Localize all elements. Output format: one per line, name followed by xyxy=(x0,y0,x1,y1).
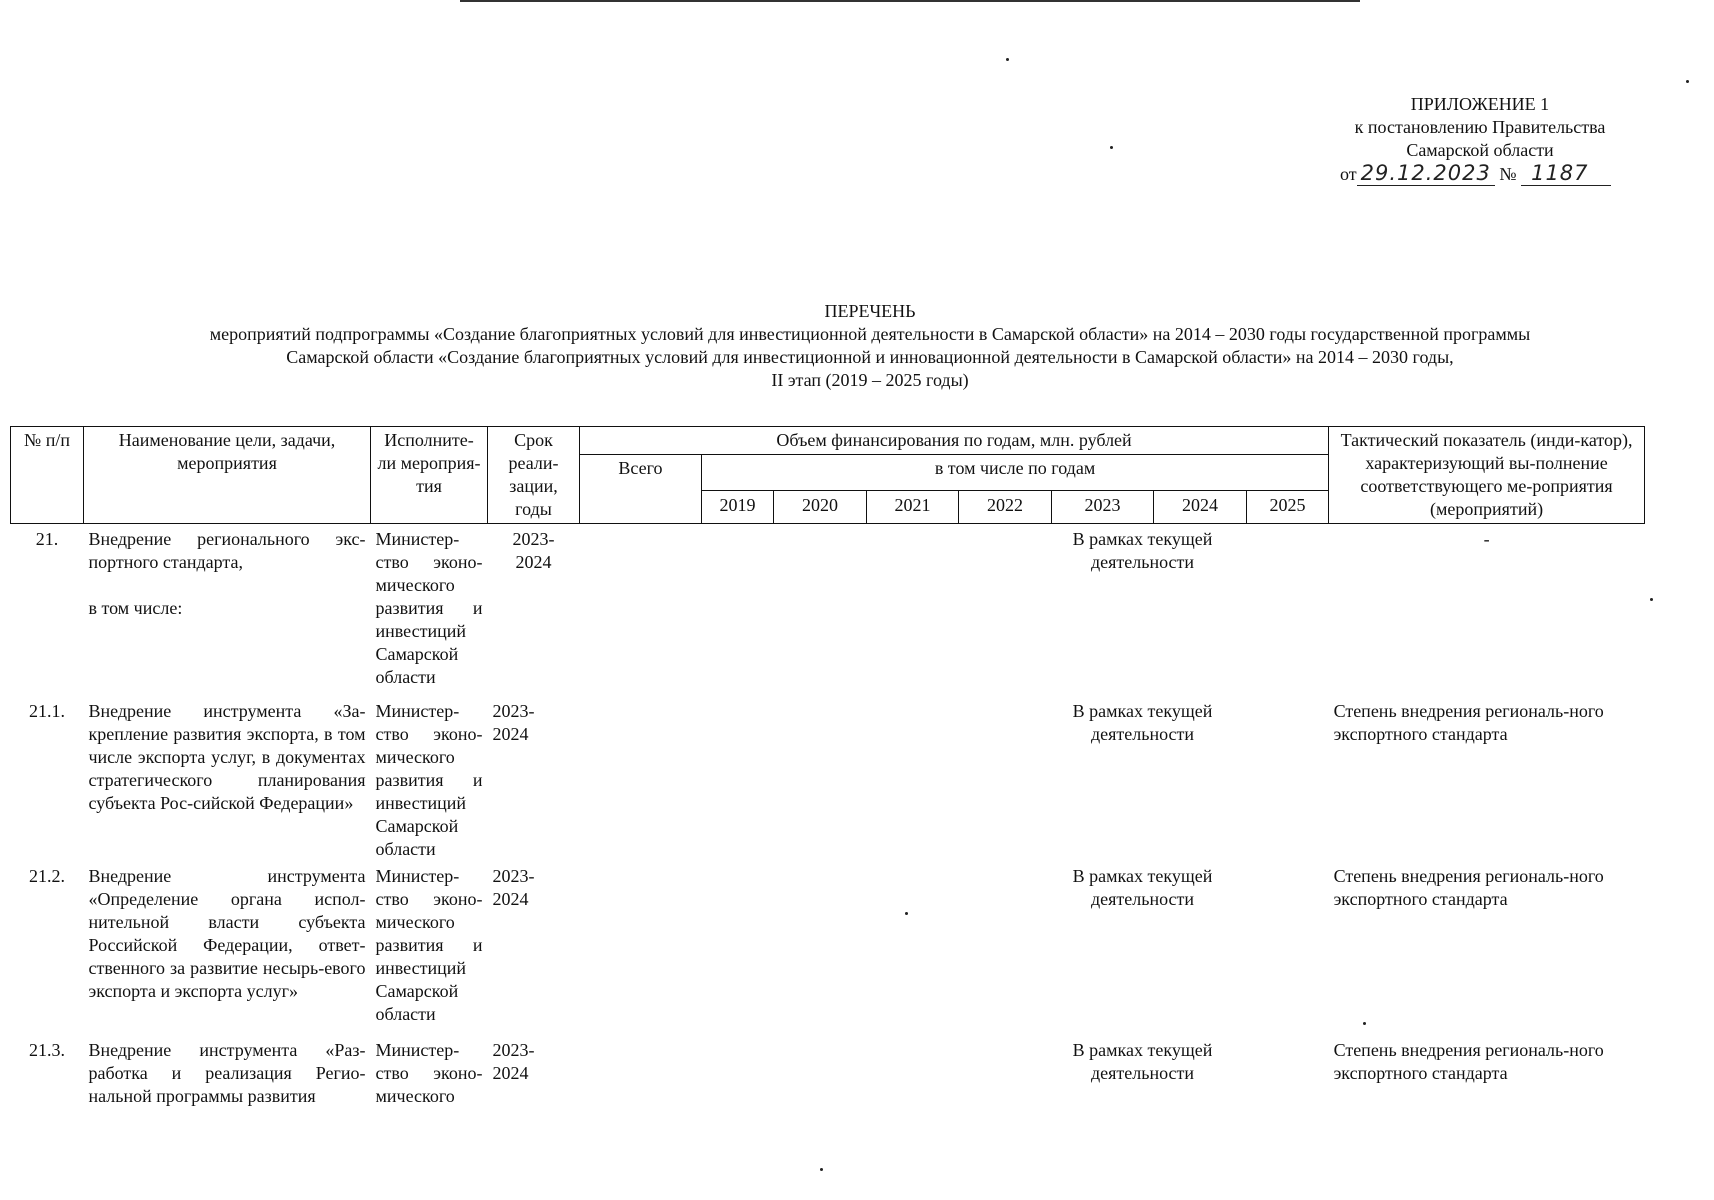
row-funding-text: В рамках текущей деятельности xyxy=(1072,701,1213,744)
row-funding-text: В рамках текущей деятельности xyxy=(1072,866,1213,909)
table-row xyxy=(11,524,1645,699)
table-row xyxy=(11,1037,1645,1110)
row-num: 21. xyxy=(35,529,59,549)
row-term: 2023-2024 xyxy=(492,701,535,744)
scan-speck xyxy=(820,1168,823,1171)
row-term: 2023-2024 xyxy=(492,866,535,909)
document-heading xyxy=(60,300,1680,392)
header-term: Срок реали-зации, годы xyxy=(488,427,580,524)
header-total: Всего xyxy=(580,455,702,524)
row-name-extra: в том числе: xyxy=(88,598,183,618)
header-row-1 xyxy=(11,427,1645,455)
row-name-cell xyxy=(84,524,371,699)
from-label: от xyxy=(1340,164,1357,184)
header-year: 2019 xyxy=(702,491,774,524)
row-num: 21.2. xyxy=(29,866,65,886)
scan-speck xyxy=(1650,598,1653,601)
row-indicator: Степень внедрения региональ-ного экспортного стандарта xyxy=(1333,866,1604,909)
row-name: Внедрение инструмента «За-крепление развития экспорта, в том числе экспорта услуг, в документах стратегического планирования субъекта Рос-сийской Федерации» xyxy=(88,701,366,813)
appendix-title: ПРИЛОЖЕНИЕ 1 xyxy=(1410,94,1550,114)
row-term: 2023-2024 xyxy=(492,1040,535,1083)
header-year: 2021 xyxy=(867,491,959,524)
appendix-number-line xyxy=(1330,162,1630,186)
row-num: 21.1. xyxy=(29,701,65,721)
header-num: № п/п xyxy=(11,427,84,524)
table-row xyxy=(11,698,1645,863)
header-year: 2020 xyxy=(774,491,867,524)
header-year: 2025 xyxy=(1247,491,1329,524)
row-funding-text: В рамках текущей деятельности xyxy=(1072,529,1213,572)
header-year: 2022 xyxy=(959,491,1052,524)
appendix-line2: Самарской области xyxy=(1406,140,1554,160)
measures-table xyxy=(10,426,1645,1110)
header-executor: Исполните-ли мероприя-тия xyxy=(371,427,488,524)
document-subtitle-2: Самарской области «Создание благоприятных условий для инвестиционной и инновационной деятельности в Самарской области» на 2014 – 2030 годы, xyxy=(286,347,1454,367)
scan-speck xyxy=(1110,146,1113,149)
scan-speck xyxy=(1006,58,1009,61)
row-executor: Министер-ство эконо-мического развития и инвестиций Самарской области xyxy=(375,529,483,687)
row-funding xyxy=(580,698,1329,863)
document-title: ПЕРЕЧЕНЬ xyxy=(824,301,916,321)
appendix-block xyxy=(1330,93,1630,186)
document-subtitle-1: мероприятий подпрограммы «Создание благоприятных условий для инвестиционной деятельности в Самарской области» на 2014 – 2030 годы государственной программы xyxy=(209,324,1531,344)
row-num: 21.3. xyxy=(29,1040,65,1060)
header-indicator: Тактический показатель (инди-катор), характеризующий вы-полнение соответствующего ме-роприятия (мероприятий) xyxy=(1329,427,1645,524)
header-name: Наименование цели, задачи, мероприятия xyxy=(84,427,371,524)
row-funding xyxy=(580,524,1329,699)
header-funding: Объем финансирования по годам, млн. рублей xyxy=(580,427,1329,455)
document-subtitle-3: II этап (2019 – 2025 годы) xyxy=(771,370,969,390)
row-indicator: Степень внедрения региональ-ного экспортного стандарта xyxy=(1333,701,1604,744)
row-funding-text: В рамках текущей деятельности xyxy=(1072,1040,1213,1083)
table-row xyxy=(11,863,1645,1037)
handwritten-number: 1187 xyxy=(1521,162,1610,186)
row-name: Внедрение инструмента «Раз-работка и реализация Регио-нальной программы развития xyxy=(88,1040,366,1106)
handwritten-date: 29.12.2023 xyxy=(1357,162,1495,186)
row-executor: Министер-ство эконо-мического развития и инвестиций Самарской области xyxy=(375,701,483,859)
row-name: Внедрение регионального экс-портного стандарта, xyxy=(88,529,366,572)
row-executor: Министер-ство эконо-мического xyxy=(375,1040,483,1106)
row-name: Внедрение инструмента «Определение органа испол-нительной власти субъекта Российской Федерации, ответ-ственного за развитие несырь-евого экспорта и экспорта услуг» xyxy=(88,866,366,1001)
scan-speck xyxy=(1686,80,1689,83)
row-funding xyxy=(580,1037,1329,1110)
row-indicator: Степень внедрения региональ-ного экспортного стандарта xyxy=(1333,1040,1604,1083)
scan-edge-line xyxy=(460,0,1360,2)
appendix-line1: к постановлению Правительства xyxy=(1354,117,1606,137)
header-year: 2024 xyxy=(1154,491,1247,524)
row-indicator: - xyxy=(1483,529,1490,549)
row-funding xyxy=(580,863,1329,1037)
row-term: 2023-2024 xyxy=(512,529,555,572)
number-label: № xyxy=(1499,164,1517,184)
header-year: 2023 xyxy=(1052,491,1154,524)
row-executor: Министер-ство эконо-мического развития и инвестиций Самарской области xyxy=(375,866,483,1024)
header-by-years: в том числе по годам xyxy=(702,455,1329,491)
